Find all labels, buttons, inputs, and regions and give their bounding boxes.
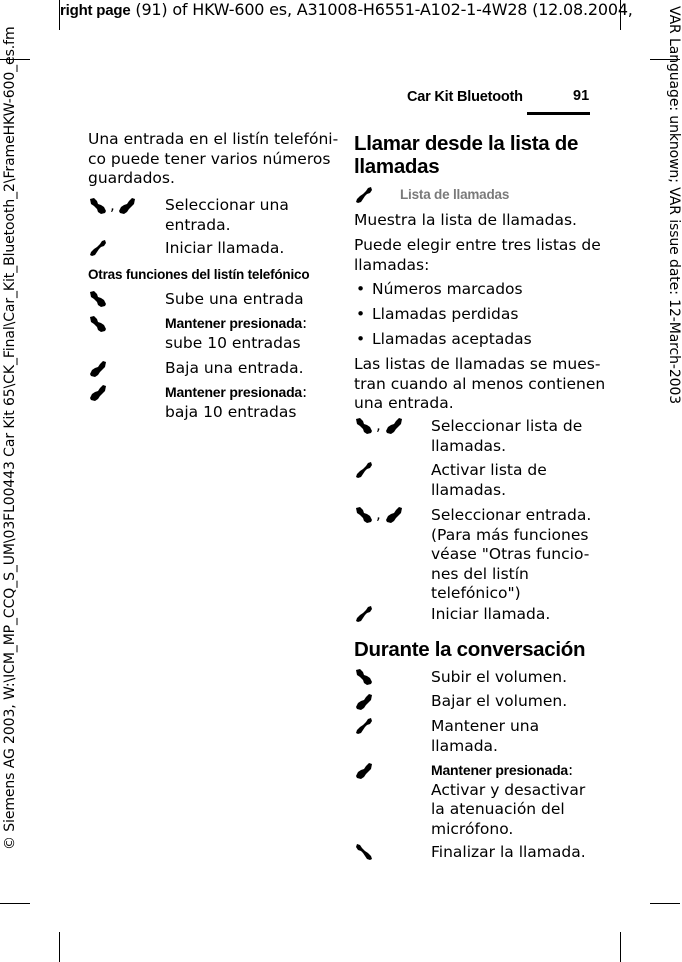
row-text: Iniciar llamada.	[165, 239, 285, 257]
down-left-key-icon	[117, 196, 137, 216]
row-text: Baja una entrada.	[165, 359, 304, 377]
up-right-key-icon	[354, 667, 374, 687]
text-line: tran cuando al menos contienen	[354, 374, 606, 393]
menu-path: Lista de llamadas	[400, 187, 510, 202]
call-key-icon	[354, 460, 374, 480]
text-line: la atenuación del	[431, 800, 565, 818]
text-line: Las listas de llamadas se mues-	[354, 355, 601, 373]
text-line: guardados.	[88, 169, 175, 187]
row-text	[431, 717, 539, 756]
top-meta-text: (91) of HKW-600 es, A31008-H6551-A102-1-4W28 (12.08.2004,	[130, 0, 633, 19]
text-line: micrófono.	[431, 819, 514, 838]
list-item: • Números marcados	[372, 280, 523, 300]
row-text: Finalizar la llamada.	[431, 843, 586, 861]
text-line: Seleccionar lista de	[431, 417, 583, 435]
end-call-key-icon	[354, 842, 374, 862]
text-line: co puede tener varios números	[88, 149, 331, 168]
down-left-key-icon	[354, 692, 374, 712]
row-text: Iniciar llamada.	[431, 605, 551, 623]
crop-mark	[59, 932, 60, 962]
text-line: nes del listín	[431, 564, 529, 583]
text-line: Activar lista de	[431, 461, 547, 479]
call-key-icon	[354, 716, 374, 736]
top-meta-line	[60, 0, 633, 19]
row-text	[431, 461, 547, 500]
call-key-icon	[88, 238, 108, 258]
bold-term: Mantener presionada	[165, 315, 303, 331]
row-text	[165, 196, 289, 235]
paragraph	[354, 236, 601, 275]
text-line: Seleccionar una	[165, 196, 289, 214]
paragraph	[354, 355, 605, 414]
row-text: Sube una entrada	[165, 290, 304, 308]
list-item: • Llamadas perdidas	[372, 305, 518, 325]
text-line: Llamar desde la lista de	[354, 132, 579, 155]
text-line: llamadas.	[431, 480, 507, 499]
crop-mark	[0, 903, 30, 904]
running-header-title: Car Kit Bluetooth	[407, 89, 523, 105]
left-vertical-meta: © Siemens AG 2003, W:\ICM_MP_CCQ_S_UM\03FL00443 Car Kit 65\CK_Final\Car_Kit_Bluetooth_2\FrameHKW-600_es.fm	[2, 26, 18, 850]
text-line: telefónico")	[431, 584, 521, 602]
header-rule	[527, 112, 590, 115]
right-vertical-meta: VAR Language: unknown; VAR issue date: 12-March-2003	[666, 6, 682, 405]
row-text	[165, 314, 307, 353]
call-key-icon	[354, 185, 374, 205]
bold-term: Mantener presionada	[165, 384, 303, 400]
subheading-other-functions: Otras funciones del listín telefónico	[88, 267, 310, 282]
up-right-key-icon	[88, 314, 108, 334]
down-left-key-icon	[88, 383, 108, 403]
row-text	[165, 383, 307, 422]
text-line: llamada.	[431, 736, 498, 755]
text-line: (Para más funciones	[431, 525, 589, 544]
text-line: Seleccionar entrada.	[431, 506, 592, 524]
up-right-key-icon	[354, 505, 374, 525]
down-left-key-icon	[384, 505, 404, 525]
left-intro	[88, 130, 338, 189]
down-left-key-icon	[354, 761, 374, 781]
text-line: llamadas:	[354, 255, 430, 274]
top-meta-label: right page	[60, 2, 131, 19]
heading-during-call: Durante la conversación	[354, 638, 586, 661]
crop-mark	[620, 932, 621, 962]
row-text	[431, 761, 585, 839]
bold-term: Mantener presionada	[431, 762, 569, 778]
row-text: Bajar el volumen.	[431, 692, 568, 710]
up-right-key-icon	[88, 196, 108, 216]
text-line: Una entrada en el listín telefóni-	[88, 130, 339, 148]
text-fragment: :	[568, 761, 574, 779]
row-text	[431, 506, 591, 604]
text-fragment: :	[302, 314, 308, 332]
text-line: baja 10 entradas	[165, 402, 297, 421]
text-line: Activar y desactivar	[431, 780, 586, 799]
text-line: Mantener una	[431, 717, 540, 735]
page-number: 91	[573, 88, 590, 104]
list-item: • Llamadas aceptadas	[372, 330, 532, 350]
up-right-key-icon	[88, 289, 108, 309]
row-text: Subir el volumen.	[431, 668, 568, 686]
text-line: sube 10 entradas	[165, 333, 301, 352]
down-left-key-icon	[88, 359, 108, 379]
heading-call-from-list	[354, 132, 578, 178]
text-line: véase "Otras funcio-	[431, 545, 590, 563]
text-line: llamadas.	[431, 436, 507, 455]
call-key-icon	[354, 604, 374, 624]
text-line: una entrada.	[354, 394, 454, 412]
crop-mark	[650, 903, 680, 904]
row-text	[431, 417, 582, 456]
text-line: entrada.	[165, 215, 231, 234]
text-line: llamadas	[354, 155, 440, 178]
up-right-key-icon	[354, 416, 374, 436]
icon-separator: ,	[376, 416, 381, 434]
icon-separator: ,	[110, 196, 115, 214]
text-fragment: :	[302, 383, 308, 401]
down-left-key-icon	[384, 416, 404, 436]
text-line: Puede elegir entre tres listas de	[354, 236, 601, 254]
icon-separator: ,	[376, 505, 381, 523]
paragraph: Muestra la lista de llamadas.	[354, 211, 577, 229]
